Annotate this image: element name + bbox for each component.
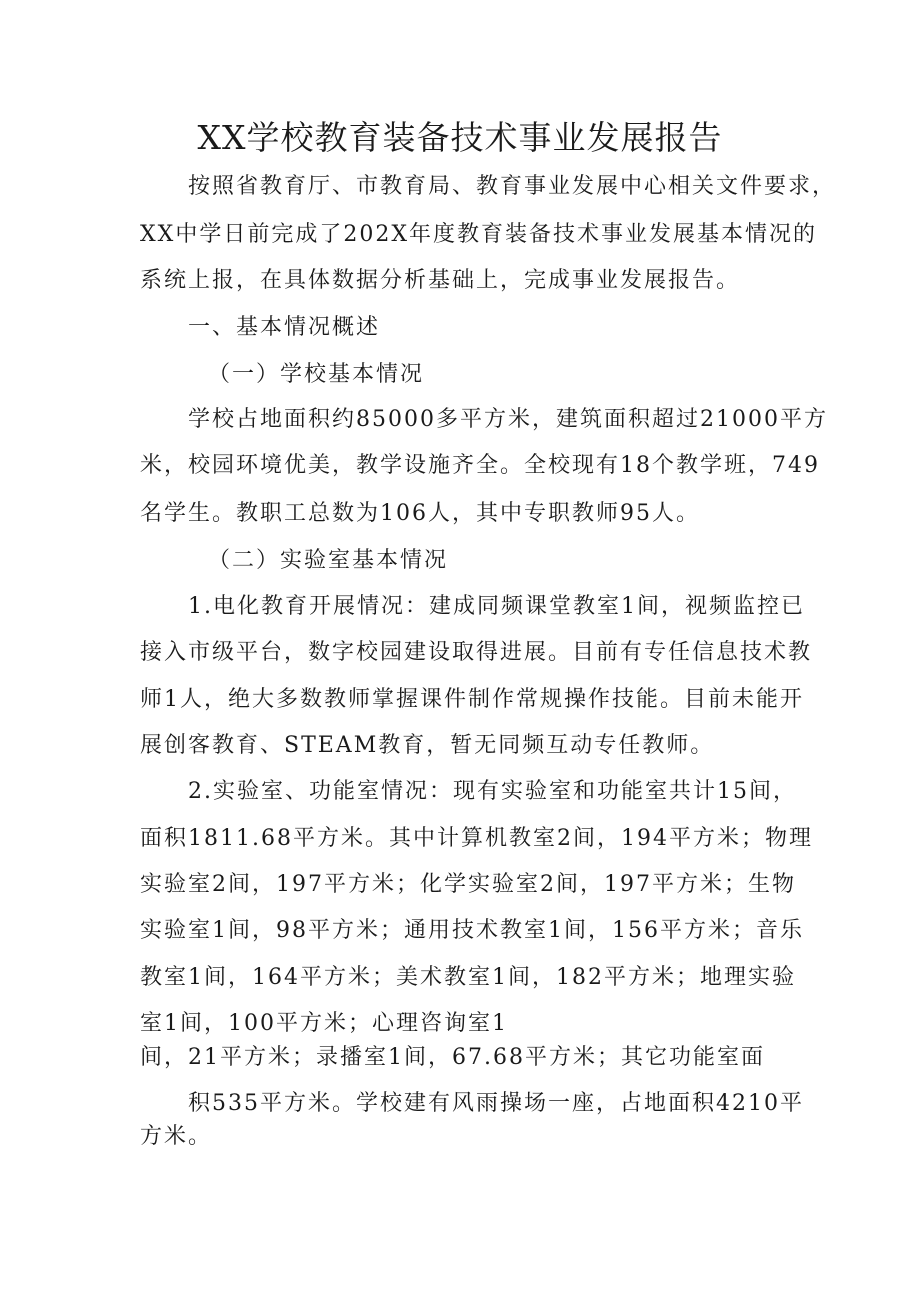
paragraph-line: XX中学日前完成了202X年度教育装备技术事业发展基本情况的: [140, 222, 817, 247]
paragraph-line: 米，校园环境优美，教学设施齐全。全校现有18个教学班，749: [140, 453, 820, 478]
paragraph-line: 教室1间，164平方米；美术教室1间，182平方米；地理实验: [140, 965, 796, 990]
paragraph-line: 学校占地面积约85000多平方米，建筑面积超过21000平方: [188, 407, 828, 432]
paragraph-line: 实验室1间，98平方米；通用技术教室1间，156平方米；音乐: [140, 918, 804, 943]
paragraph-line: 师1人，绝大多数教师掌握课件制作常规操作技能。目前未能开: [140, 687, 804, 712]
paragraph-line: 名学生。教职工总数为106人，其中专职教师95人。: [140, 501, 700, 526]
paragraph-line: 室1间，100平方米；心理咨询室1: [140, 1011, 508, 1036]
paragraph-line: 系统上报，在具体数据分析基础上，完成事业发展报告。: [140, 268, 741, 293]
paragraph-line: 展创客教育、STEAM教育，暂无同频互动专任教师。: [140, 733, 715, 758]
paragraph-line: 接入市级平台，数字校园建设取得进展。目前有专任信息技术教: [140, 640, 813, 665]
section-heading: 一、基本情况概述: [188, 315, 381, 340]
paragraph-line: 按照省教育厅、市教育局、教育事业发展中心相关文件要求，: [188, 174, 837, 199]
paragraph-line: 实验室2间，197平方米；化学实验室2间，197平方米；生物: [140, 872, 796, 897]
subsection-heading: （二）实验室基本情况: [208, 548, 449, 573]
paragraph-line: 1.电化教育开展情况：建成同频课堂教室1间，视频监控已: [188, 594, 805, 619]
paragraph-line: 2.实验室、功能室情况：现有实验室和功能室共计15间，: [188, 779, 797, 804]
document-title: XX学校教育装备技术事业发展报告: [197, 118, 723, 157]
paragraph-line: 面积1811.68平方米。其中计算机教室2间，194平方米；物理: [140, 826, 813, 851]
paragraph-line: 间，21平方米；录播室1间，67.68平方米；其它功能室面: [140, 1045, 765, 1070]
paragraph-line: 方米。: [140, 1124, 213, 1149]
paragraph-line: 积535平方米。学校建有风雨操场一座，占地面积4210平: [188, 1091, 804, 1116]
subsection-heading: （一）学校基本情况: [208, 362, 425, 387]
